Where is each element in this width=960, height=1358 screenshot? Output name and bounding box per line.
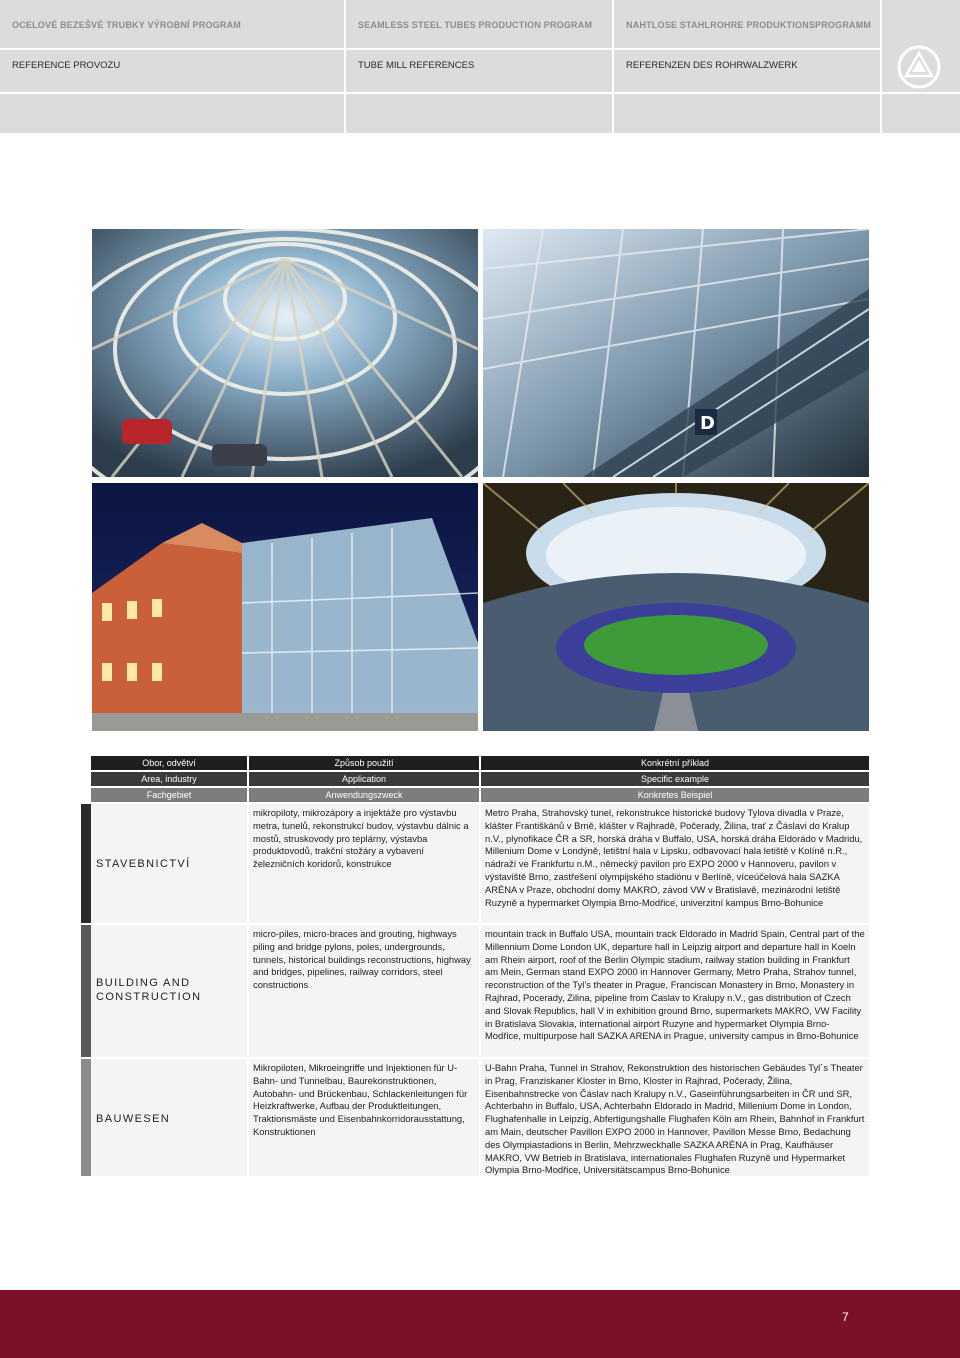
table-row-cz (81, 804, 869, 924)
example-text-cz: Metro Praha, Strahovský tunel, rekonstrukce historické budovy Tylova divadla v Praze, klášter Františkánů v Brně, klášter v Rajhradě, Počerady, Žilina, trať z Čáslavi do Kralup n.V., plynofikace ČR a SR, horská dráha v Buffalo, USA, horská dráha Eldorádo v Madridu, Millenium Dome v Londýně, letištní hala v Lipsku, odbavovací hala letiště v Kolíně n.R., nádraží ve Frankfurtu n.M., německý pavilon pro EXPO 2000 v Hannoveru, pavilon v výstaviště Brno, zastřešení olympijského stadiónu v Berlíně, víceúčelová hala SAZKA ARÉNA v Praze, obchodní domy MAKRO, závod VW v Bratislavě, mezinárodní letiště Ruzyně a hypermarket Olympia Brno-Modřice, univerzitní kampus Brno-Bohunice (481, 804, 869, 923)
col-header-application-de: Anwendungszweck (249, 788, 479, 802)
table-row-en (81, 925, 869, 1058)
page-footer (0, 1290, 960, 1358)
header-stripe (0, 92, 960, 133)
header-subtitle-en: TUBE MILL REFERENCES (358, 60, 475, 71)
glass-staircase-photo (483, 229, 869, 477)
col-header-area-cz: Obor, odvětví (91, 756, 247, 770)
table-row-de (81, 1059, 869, 1177)
area-label-de: BAUWESEN (96, 1113, 171, 1125)
example-text-de: U-Bahn Praha, Tunnel in Strahov, Rekonstruktion des historischen Gebäudes Tyl´s Theater in Prag, Franziskaner Kloster in Brno, Kloster in Rajhrad, Počerady, Žilina, Eisenbahnstrecke von Čáslav nach Kralupy n.V., Gaseinführungsarbeiten in ČR und SR, Achterbahn in Buffalo, USA, Achterbahn Eldorado in Madrid, Millenium Dome in London, Flughafenhalle in Leipzig, Abfertigungshalle Flughafen Köln am Rhein, Bahnhof in Frankfurt am Main, deutscher Pavillon EXPO 2000 in Hannover, Pavillon Messe Brno, Bedachung des Olympiastadions in Berlin, Mehrzweckhalle SAZKA ARÉNA in Prag, Kaufhäuser MAKRO, VW Betrieb in Bratislava, internationales Flughafen Ruzyně und Hypermarket Olympia Brno-Modřice, Universitätscampus Brno-Bohunice (481, 1059, 869, 1176)
olympic-stadium-photo (483, 483, 869, 731)
col-header-example-en: Specific example (481, 772, 869, 786)
col-header-example-de: Konkretes Beispiel (481, 788, 869, 802)
svg-text:D: D (700, 413, 715, 434)
header-title-en: SEAMLESS STEEL TUBES PRODUCTION PROGRAM (358, 20, 593, 30)
page-number: 7 (842, 1310, 849, 1324)
application-text-cz: mikropiloty, mikrozápory a injektáže pro výstavbu metra, tunelů, rekonstrukcí budov, výstavbu dálnic a mostů, struskovody pro teplárny, výstavba produktovodů, trakční stožáry a vybavení železničních koridorů, konstrukce (249, 804, 479, 923)
col-header-area-de: Fachgebiet (91, 788, 247, 802)
application-text-de: Mikropiloten, Mikroeingriffe und Injektionen für U-Bahn- und Tunnelbau, Baurekonstruktionen, Autobahn- und Brückenbau, Schlackenleitungen für Heizkraftwerke, Aufbau der Produktleitungen, Traktionsmäste und Eisenbahnkorridorausstattung, Konstruktionen (249, 1059, 479, 1176)
row-marker-cz (81, 804, 91, 923)
header-title-de: NAHTLOSE STAHLROHRE PRODUKTIONSPROGRAMM (626, 20, 872, 30)
station-hall-photo (92, 483, 478, 731)
col-header-example-cz: Konkrétní příklad (481, 756, 869, 770)
example-text-en: mountain track in Buffalo USA, mountain track Eldorado in Madrid Spain, Central part of the Millennium Dome London UK, departure hall in Leipzig airport and departure hall in Koeln am Rhein airport, roof of the Berlin Olympic stadium, railway station building in Frankfurt am Mein, German stand EXPO 2000 in Hannover Germany, Metro Praha, Strahov tunnel, reconstruction of the Tyl’s theater in Prague, Franciscan Monastery in Brno, Monastery in Rajhrad, Pocerady, Zilina, pipeline from Caslav to Kralupy n.V., gas distribution of Czech and Slovak Republics, hall V in exhibition ground Brno, supermarkets MAKRO, VW Facility in Bratislava Slovakia, international airport Ruzyne and hypermarket Olympia Brno-Modřice, multipurpose hall SAZKA ARENA in Prague, university campus in Brno-Bohunice (481, 925, 869, 1057)
header-col-en (346, 0, 614, 92)
header-title-cz: OCELOVÉ BEZEŠVÉ TRUBKY VÝROBNÍ PROGRAM (12, 20, 241, 30)
header-subtitle-cz: REFERENCE PROVOZU (12, 60, 121, 71)
header-col-cz (0, 0, 346, 92)
page-header (0, 0, 960, 133)
area-label-cz: STAVEBNICTVÍ (96, 858, 191, 870)
parking-tower-photo (92, 229, 478, 477)
header-subtitle-de: REFERENZEN DES ROHRWALZWERK (626, 60, 798, 71)
col-header-application-cz: Způsob použití (249, 756, 479, 770)
company-logo-icon (897, 45, 941, 89)
application-text-en: micro-piles, micro-braces and grouting, highways piling and bridge pylons, poles, undergrounds, tunnels, historical buildings reconstructions, highway and bridges, pipelines, railway corridors, steel constructions (249, 925, 479, 1057)
header-col-de (614, 0, 882, 92)
col-header-application-en: Application (249, 772, 479, 786)
row-marker-en (81, 925, 91, 1057)
area-label-en: BUILDING AND CONSTRUCTION (96, 977, 202, 1003)
col-header-area-en: Area, industry (91, 772, 247, 786)
row-marker-de (81, 1059, 91, 1176)
